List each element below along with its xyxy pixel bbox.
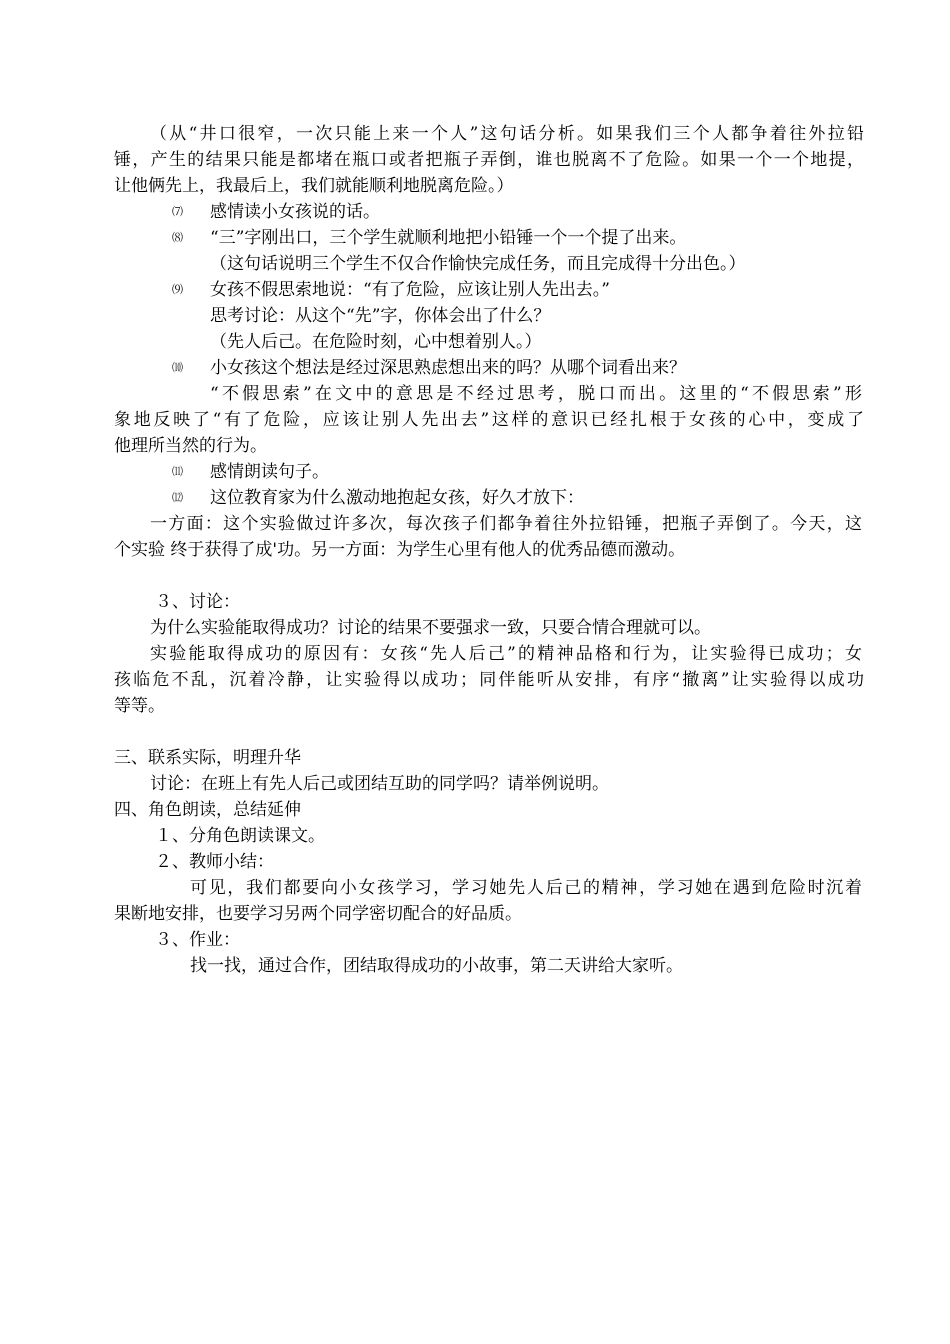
- paragraph-line: 实验能取得成功的原因有：女孩“先人后己”的精神品格和行为，让实验得已成功；女: [150, 644, 862, 664]
- paragraph-line: 找一找，通过合作，团结取得成功的小故事，第二天讲给大家听。: [190, 956, 683, 976]
- item-text: “三”字刚出口，三个学生就顺利地把小铅锤一个一个提了出来。: [210, 228, 687, 248]
- paragraph-line: （先人后己。在危险时刻，心中想着别人。）: [210, 332, 542, 352]
- paragraph-line: 果断地安排，也要学习另两个同学密切配合的好品质。: [114, 904, 522, 924]
- list-item: [172, 277, 862, 303]
- item-marker: ⑺: [172, 205, 183, 218]
- paragraph-line: 可见，我们都要向小女孩学习，学习她先人后己的精神，学习她在遇到危险时沉着: [190, 878, 862, 898]
- paragraph-line: 锤，产生的结果只能是都堵在瓶口或者把瓶子弄倒，谁也脱离不了危险。如果一个一个地提，: [114, 150, 864, 170]
- section-heading: 四、角色朗读，总结延伸: [114, 800, 301, 820]
- item-marker: ⑼: [172, 283, 183, 296]
- item-marker: ⑻: [172, 231, 183, 244]
- paragraph-line: 孩临危不乱，沉着冷静，让实验得以成功；同伴能听从安排，有序“撤离”让实验得以成功: [114, 670, 864, 690]
- item-marker: ⑾: [172, 465, 183, 478]
- paragraph-line: 思考讨论：从这个“先”字，你体会出了什么？: [210, 306, 551, 326]
- item-text: 感情朗读句子。: [210, 462, 329, 482]
- paragraph-line: 让他俩先上，我最后上，我们就能顺利地脱离危险。）: [114, 176, 514, 196]
- item-marker: ⑿: [172, 491, 183, 504]
- paragraph-line: （从“井口很窄，一次只能上来一个人”这句话分析。如果我们三个人都争着往外拉铅: [150, 124, 864, 144]
- paragraph-line: 象地反映了“有了危险，应该让别人先出去”这样的意识已经扎根于女孩的心中，变成了: [114, 410, 864, 430]
- paragraph-line: 为什么实验能取得成功？讨论的结果不要强求一致，只要合情合理就可以。: [150, 618, 711, 638]
- list-item: ２、教师小结：: [155, 852, 274, 872]
- list-item: [172, 225, 862, 251]
- list-item: ３、作业：: [155, 930, 240, 950]
- list-item: １、分角色朗读课文。: [155, 826, 325, 846]
- item-marker: ⑽: [172, 361, 183, 374]
- section-heading: 三、联系实际，明理升华: [114, 748, 301, 768]
- paragraph-line: 等等。: [114, 696, 165, 716]
- paragraph-line: “不假思索”在文中的意思是不经过思考，脱口而出。这里的“不假思索”形: [210, 384, 862, 404]
- item-text: 小女孩这个想法是经过深思熟虑想出来的吗？从哪个词看出来？: [210, 358, 686, 378]
- list-item: [172, 355, 862, 381]
- item-text: 女孩不假思索地说：“有了危险，应该让别人先出去。”: [210, 280, 610, 300]
- section-heading: ３、讨论：: [155, 592, 240, 612]
- item-text: 这位教育家为什么激动地抱起女孩，好久才放下：: [210, 488, 584, 508]
- list-item: [172, 459, 862, 485]
- paragraph-line: 一方面：这个实验做过许多次，每次孩子们都争着往外拉铅锤，把瓶子弄倒了。今天，这: [150, 514, 862, 534]
- item-text: 感情读小女孩说的话。: [210, 202, 380, 222]
- paragraph-line: （这句话说明三个学生不仅合作愉快完成任务，而且完成得十分出色。）: [210, 254, 746, 274]
- paragraph-line: 他理所当然的行为。: [114, 436, 267, 456]
- list-item: [172, 485, 862, 511]
- list-item: [172, 199, 862, 225]
- paragraph-line: 讨论：在班上有先人后己或团结互助的同学吗？请举例说明。: [150, 774, 609, 794]
- paragraph-line: 个实验 终于获得了成'功。另一方面：为学生心里有他人的优秀品德而激动。: [114, 540, 686, 560]
